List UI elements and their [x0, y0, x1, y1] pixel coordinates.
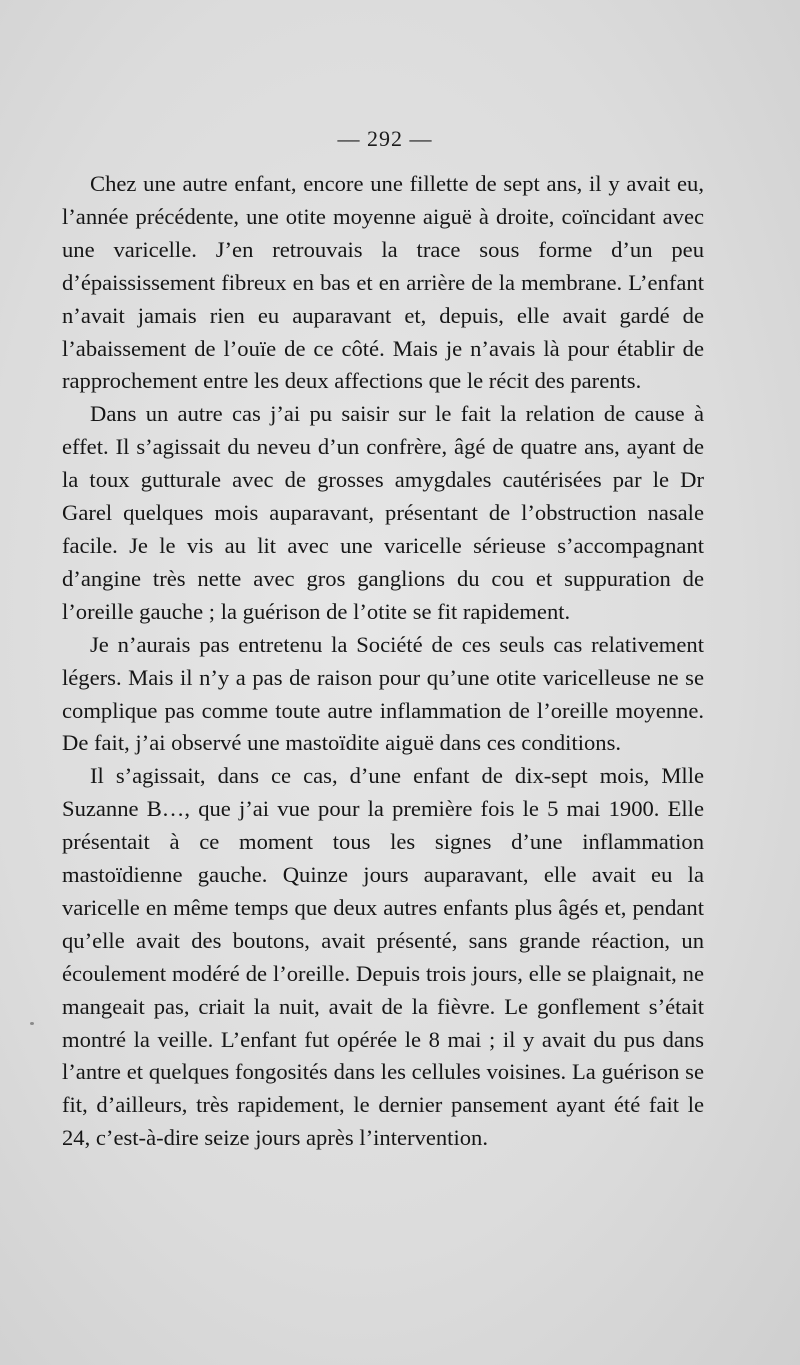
page-number: — 292 — [337, 126, 433, 151]
paragraph-1: Chez une autre enfant, encore une fillette de sept ans, il y avait eu, l’année précédente, une otite moyenne aiguë à droite, coïncidant avec une varicelle. J’en retrouvais la trace sous forme d’un peu d’épaississement fibreux en bas et en arrière de la membrane. L’enfant n’avait jamais rien eu auparavant et, depuis, elle avait gardé de l’abaissement de l’ouïe de ce côté. Mais je n’avais là pour établir de rapprochement entre les deux affections que le récit des parents. [62, 171, 704, 394]
body-text [62, 168, 704, 1155]
scan-speck [30, 1022, 34, 1025]
paragraph-4: Il s’agissait, dans ce cas, d’une enfant de dix-sept mois, Mlle Suzanne B…, que j’ai vue pour la première fois le 5 mai 1900. Elle présentait à ce moment tous les signes d’une inflammation mastoïdienne gauche. Quinze jours auparavant, elle avait eu la varicelle en même temps que deux autres enfants plus âgés et, pendant qu’elle avait des boutons, avait présenté, sans grande réaction, un écoulement modéré de l’oreille. Depuis trois jours, elle se plaignait, ne mangeait pas, criait la nuit, avait de la fièvre. Le gonflement s’était montré la veille. L’enfant fut opérée le 8 mai ; il y avait du pus dans l’antre et quelques fongosités dans les cellules voisines. La guérison se fit, d’ailleurs, très rapidement, le dernier pansement ayant été fait le 24, c’est-à-dire seize jours après l’intervention. [62, 763, 704, 1151]
paragraph-2: Dans un autre cas j’ai pu saisir sur le fait la relation de cause à effet. Il s’agissait du neveu d’un confrère, âgé de quatre ans, ayant de la toux gutturale avec de grosses amygdales cautérisées par le Dr Garel quelques mois auparavant, présentant de l’obstruction nasale facile. Je le vis au lit avec une varicelle sérieuse s’accompagnant d’angine très nette avec gros ganglions du cou et suppuration de l’oreille gauche ; la guérison de l’otite se fit rapidement. [62, 401, 704, 624]
paragraph-3: Je n’aurais pas entretenu la Société de ces seuls cas relativement légers. Mais il n’y a pas de raison pour qu’une otite varicelleuse ne se complique pas comme toute autre inflammation de l’oreille moyenne. De fait, j’ai observé une mastoïdite aiguë dans ces conditions. [62, 631, 704, 756]
